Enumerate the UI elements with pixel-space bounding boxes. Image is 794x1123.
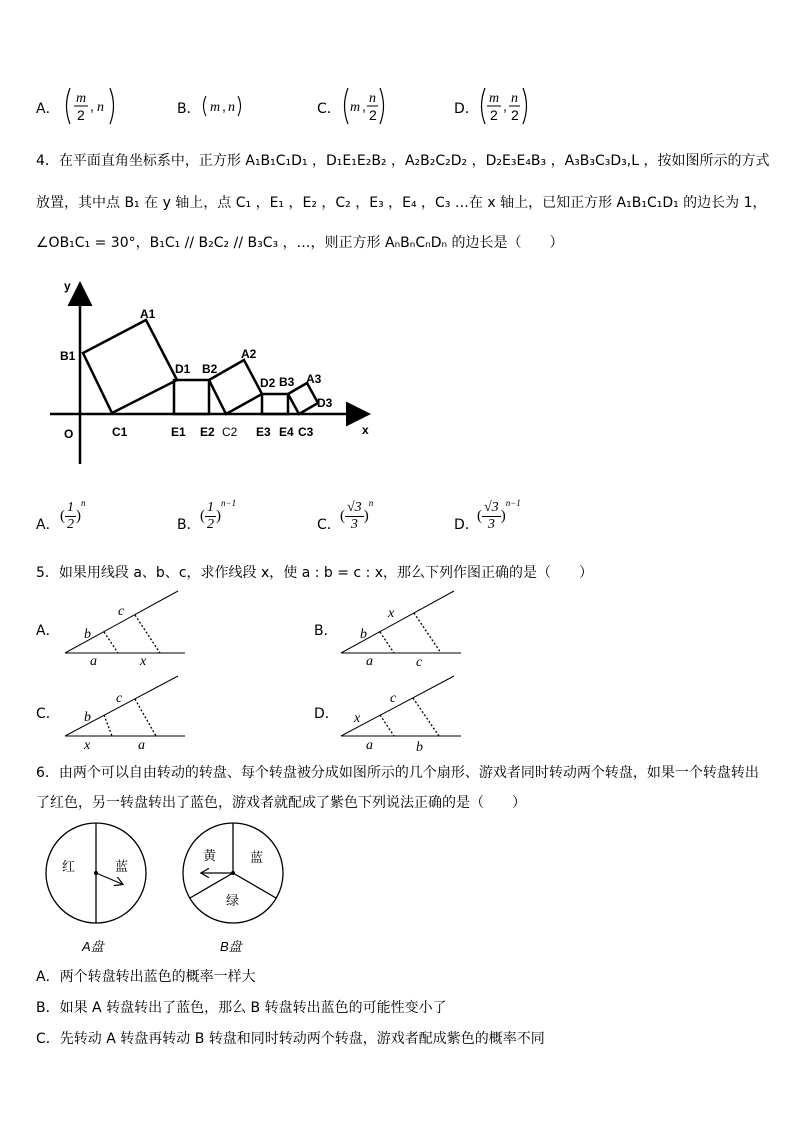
svg-text:x: x — [354, 711, 361, 726]
label-c3: C3 — [298, 425, 314, 439]
q4-option-d-label: D． — [454, 517, 479, 533]
q4-option-b-label: B． — [177, 517, 201, 533]
q3-option-d-expr — [477, 86, 533, 126]
q4-option-d-expr: ( $\frac{√3}{3}$ )$^{n-1}$ — [477, 498, 521, 533]
q6-option-c: C．先转动 A 转盘再转动 B 转盘和同时转动两个转盘，游戏者配成紫色的概率不同 — [36, 1031, 545, 1047]
label-y: y — [64, 279, 71, 293]
q3-option-a-label: A． — [36, 101, 60, 117]
square-1 — [83, 320, 177, 413]
svg-text:n: n — [97, 100, 104, 115]
q4-option-c-label: C． — [317, 517, 341, 533]
q5-option-a-label: A． — [36, 623, 60, 639]
svg-text:n: n — [228, 100, 235, 115]
spinner-a-caption: A盘 — [82, 939, 104, 954]
label-e3: E3 — [256, 425, 271, 439]
q5-question: 5．如果用线段 a、b、c，求作线段 x，使 a : b = c : x，那么下列作图正确的是（ ） — [36, 565, 594, 581]
q4-number: 4． — [36, 153, 59, 169]
svg-text:b: b — [360, 627, 367, 642]
q4-text-1: 在平面直角坐标系中，正方形 A₁B₁C₁D₁ ，D₁E₁E₂B₂ ，A₂B₂C₂D₂ ，D₂E₃E₄B₃ ，A₃B₃C₃D₃,L ，按如图所示的方式 — [58, 153, 770, 169]
svg-text:m: m — [350, 100, 361, 115]
svg-text:b: b — [84, 627, 91, 642]
svg-text:c: c — [390, 691, 397, 706]
svg-text:b: b — [84, 710, 91, 725]
q3-option-b-label: B． — [177, 101, 201, 117]
svg-text:,: , — [362, 98, 366, 114]
spinner-a — [46, 823, 146, 954]
svg-text:2: 2 — [490, 107, 498, 123]
q4-line-2: 放置，其中点 B₁ 在 y 轴上，点 C₁ ，E₁ ，E₂ ，C₂ ，E₃ ，E₄ ，C₃ …在 x 轴上，已知正方形 A₁B₁C₁D₁ 的边长为 1， — [36, 195, 767, 211]
q5-option-b-label: B． — [314, 623, 338, 639]
svg-text:c: c — [116, 691, 123, 706]
spinner-a-red: 红 — [62, 859, 76, 874]
svg-text:m: m — [76, 91, 87, 106]
q4-squares-figure — [40, 272, 390, 472]
svg-text:n: n — [511, 91, 518, 106]
label-d2: D2 — [260, 376, 276, 390]
q5-option-c-label: C． — [36, 706, 60, 722]
svg-text:x: x — [388, 606, 395, 621]
svg-text:b: b — [416, 740, 423, 752]
q4-option-a-label: A． — [36, 517, 60, 533]
q5-option-d-figure — [336, 670, 466, 752]
label-a1: A1 — [140, 307, 156, 321]
q4-line-1 — [36, 150, 769, 170]
q3-option-c-label: C． — [317, 101, 341, 117]
spinner-b-yellow: 黄 — [203, 848, 217, 863]
label-e1: E1 — [171, 425, 186, 439]
q5-option-b-figure — [336, 585, 466, 667]
svg-text:c: c — [118, 604, 125, 619]
square-d2e3e4b3 — [262, 394, 288, 414]
label-c1: C1 — [112, 425, 128, 439]
q3-option-c-expr — [340, 86, 390, 126]
q4-option-c-expr: ( $\frac{√3}{3}$ )$^n$ — [340, 498, 374, 533]
q5-option-a-figure — [60, 585, 190, 667]
label-d1: D1 — [175, 362, 191, 376]
svg-text:x: x — [84, 738, 91, 752]
label-a2: A2 — [241, 347, 257, 361]
label-e2: E2 — [200, 425, 215, 439]
label-o: O — [64, 427, 74, 441]
square-d1e1e2b2 — [174, 380, 209, 414]
label-b3: B3 — [279, 375, 295, 389]
svg-text:2: 2 — [369, 107, 377, 123]
q3-option-d-label: D． — [454, 101, 479, 117]
label-a3: A3 — [306, 372, 322, 386]
spinner-b-caption: B盘 — [220, 939, 242, 954]
label-b1: B1 — [60, 349, 76, 363]
svg-text:a: a — [366, 738, 373, 752]
q4-line-3: ∠OB₁C₁ = 30°，B₁C₁ // B₂C₂ // B₃C₃ ，…，则正方形 AₙBₙCₙDₙ 的边长是（ ） — [36, 235, 564, 251]
svg-text:a: a — [90, 654, 97, 667]
svg-text:m: m — [210, 100, 221, 115]
label-d3: D3 — [317, 396, 333, 410]
label-c2: C2 — [222, 425, 238, 439]
svg-text:,: , — [222, 98, 226, 114]
spinner-b-blue: 蓝 — [250, 850, 264, 865]
q3-option-a-expr — [62, 86, 120, 126]
svg-text:a: a — [138, 738, 145, 752]
label-e4: E4 — [279, 425, 294, 439]
spinner-b — [183, 823, 283, 954]
q6-line-1: 6．由两个可以自由转动的转盘、每个转盘被分成如图所示的几个扇形、游戏者同时转动两个转盘，如果一个转盘转出 — [36, 765, 759, 781]
q5-option-c-figure — [60, 670, 190, 752]
svg-text:2: 2 — [77, 107, 85, 123]
svg-text:x: x — [140, 654, 147, 667]
spinner-a-blue: 蓝 — [115, 859, 129, 874]
q6-line-2: 了红色，另一转盘转出了蓝色，游戏者就配成了紫色下列说法正确的是（ ） — [36, 795, 526, 811]
q5-option-d-label: D． — [314, 706, 339, 722]
svg-text:m: m — [489, 91, 500, 106]
svg-text:n: n — [369, 91, 376, 106]
figure-labels — [60, 279, 369, 441]
q6-spinners-figure — [40, 820, 300, 960]
svg-text:a: a — [366, 654, 373, 667]
svg-text:2: 2 — [511, 107, 519, 123]
svg-text:,: , — [90, 98, 94, 114]
spinner-b-green: 绿 — [226, 893, 240, 908]
svg-text:c: c — [416, 655, 423, 667]
q4-option-a-expr: ( $\frac{1}{2}$ )$^n$ — [60, 498, 86, 533]
label-x: x — [362, 423, 369, 437]
q6-option-a: A．两个转盘转出蓝色的概率一样大 — [36, 969, 256, 985]
svg-text:,: , — [503, 98, 507, 114]
q3-option-b-expr — [200, 94, 246, 118]
label-b2: B2 — [202, 362, 218, 376]
q6-option-b: B．如果 A 转盘转出了蓝色，那么 B 转盘转出蓝色的可能性变小了 — [36, 1000, 447, 1016]
q4-option-b-expr: ( $\frac{1}{2}$ )$^{n-1}$ — [200, 498, 237, 533]
